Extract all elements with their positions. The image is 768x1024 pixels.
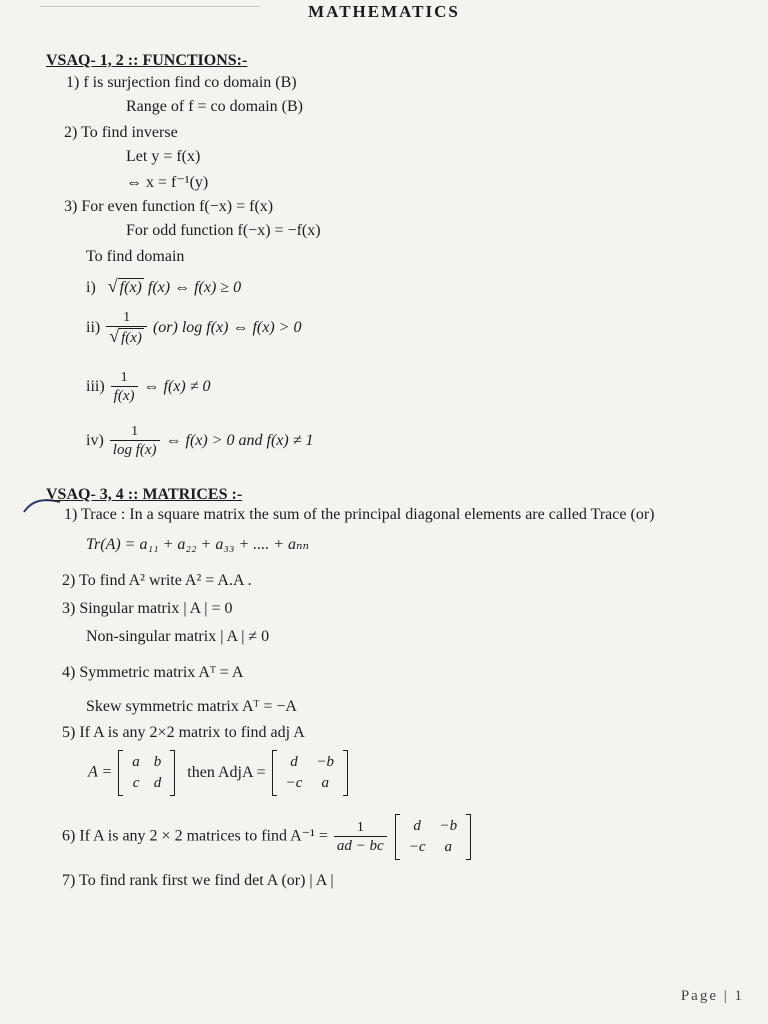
domain-rule-4-expr: ⇔ f(x) > 0 and f(x) ≠ 1 [165,432,314,450]
section-heading-matrices: VSAQ- 3, 4 :: MATRICES :- [46,486,243,503]
matrices-item-2: 2) To find A² write A² = A.A . [62,572,252,589]
page-number: Page | 1 [680,988,744,1004]
matrix-inverse: d −b −c a [395,814,471,860]
domain-rule-2-label: ii) [86,319,101,337]
functions-item-1b: Range of f = co domain (B) [126,98,303,115]
functions-item-2: 2) To find inverse [64,124,178,141]
domain-rule-2 [86,310,301,347]
matrices-item-3b: Non-singular matrix | A | ≠ 0 [86,628,270,645]
matrices-item-5: 5) If A is any 2×2 matrix to find adj A [62,724,305,741]
functions-item-2c: ⇔ x = f⁻¹(y) [126,174,209,191]
matrices-item-1b: Tr(A) = a₁₁ + a₂₂ + a₃₃ + .... + aₙₙ [86,536,309,553]
inverse-label: 6) If A is any 2 × 2 matrices to find A⁻¹ = [62,827,328,845]
functions-item-3: 3) For even function f(−x) = f(x) [64,198,274,215]
adj-a-label: A = [88,763,113,781]
functions-item-1: 1) f is surjection find co domain (B) [66,74,297,91]
matrix-adj-a: d −b −c a [272,750,348,796]
domain-rule-3 [86,370,210,405]
section-heading-functions: VSAQ- 1, 2 :: FUNCTIONS:- [46,52,248,69]
matrix-a: a b c d [118,750,175,796]
domain-rule-2-expr: (or) log f(x) ⇔ f(x) > 0 [152,319,302,337]
matrices-item-7: 7) To find rank first we find det A (or) | A | [62,872,334,889]
functions-item-3b: For odd function f(−x) = −f(x) [126,222,321,239]
domain-rule-1-expr: f(x) ⇔ f(x) ≥ 0 [147,279,242,296]
domain-rule-4 [86,424,314,459]
inverse-fraction: $\frac{1}{ad - bc}$ [334,820,387,855]
domain-rule-3-fraction: $\frac{1}{f(x)}$ [111,370,138,405]
matrices-item-4b: Skew symmetric matrix Aᵀ = −A [86,698,297,715]
inverse-formula [62,814,473,860]
matrices-item-4: 4) Symmetric matrix Aᵀ = A [62,664,244,681]
matrices-item-3: 3) Singular matrix | A | = 0 [62,600,233,617]
adj-then-label: then AdjA = [187,763,266,781]
functions-item-2b: Let y = f(x) [126,148,201,165]
functions-item-3c: To find domain [86,248,185,265]
domain-rule-4-label: iv) [86,432,104,450]
sqrt-fx: f(x) [119,279,142,296]
domain-rule-3-label: iii) [86,378,105,396]
domain-rule-1: i) √ f(x) f(x) ⇔ f(x) ≥ 0 [86,276,242,296]
adj-formula [88,750,350,796]
domain-rule-3-expr: ⇔ f(x) ≠ 0 [143,378,211,396]
matrices-item-1: 1) Trace : In a square matrix the sum of the principal diagonal elements are called Trace (or) [64,506,655,523]
domain-rule-4-fraction: $\frac{1}{\text{log f(x)}}$ [110,424,160,459]
domain-rule-2-fraction: $\frac{1}{√ f(x)}$ [106,310,147,347]
domain-rule-1-label: i) [86,279,96,296]
page-title: MATHEMATICS [308,2,460,21]
